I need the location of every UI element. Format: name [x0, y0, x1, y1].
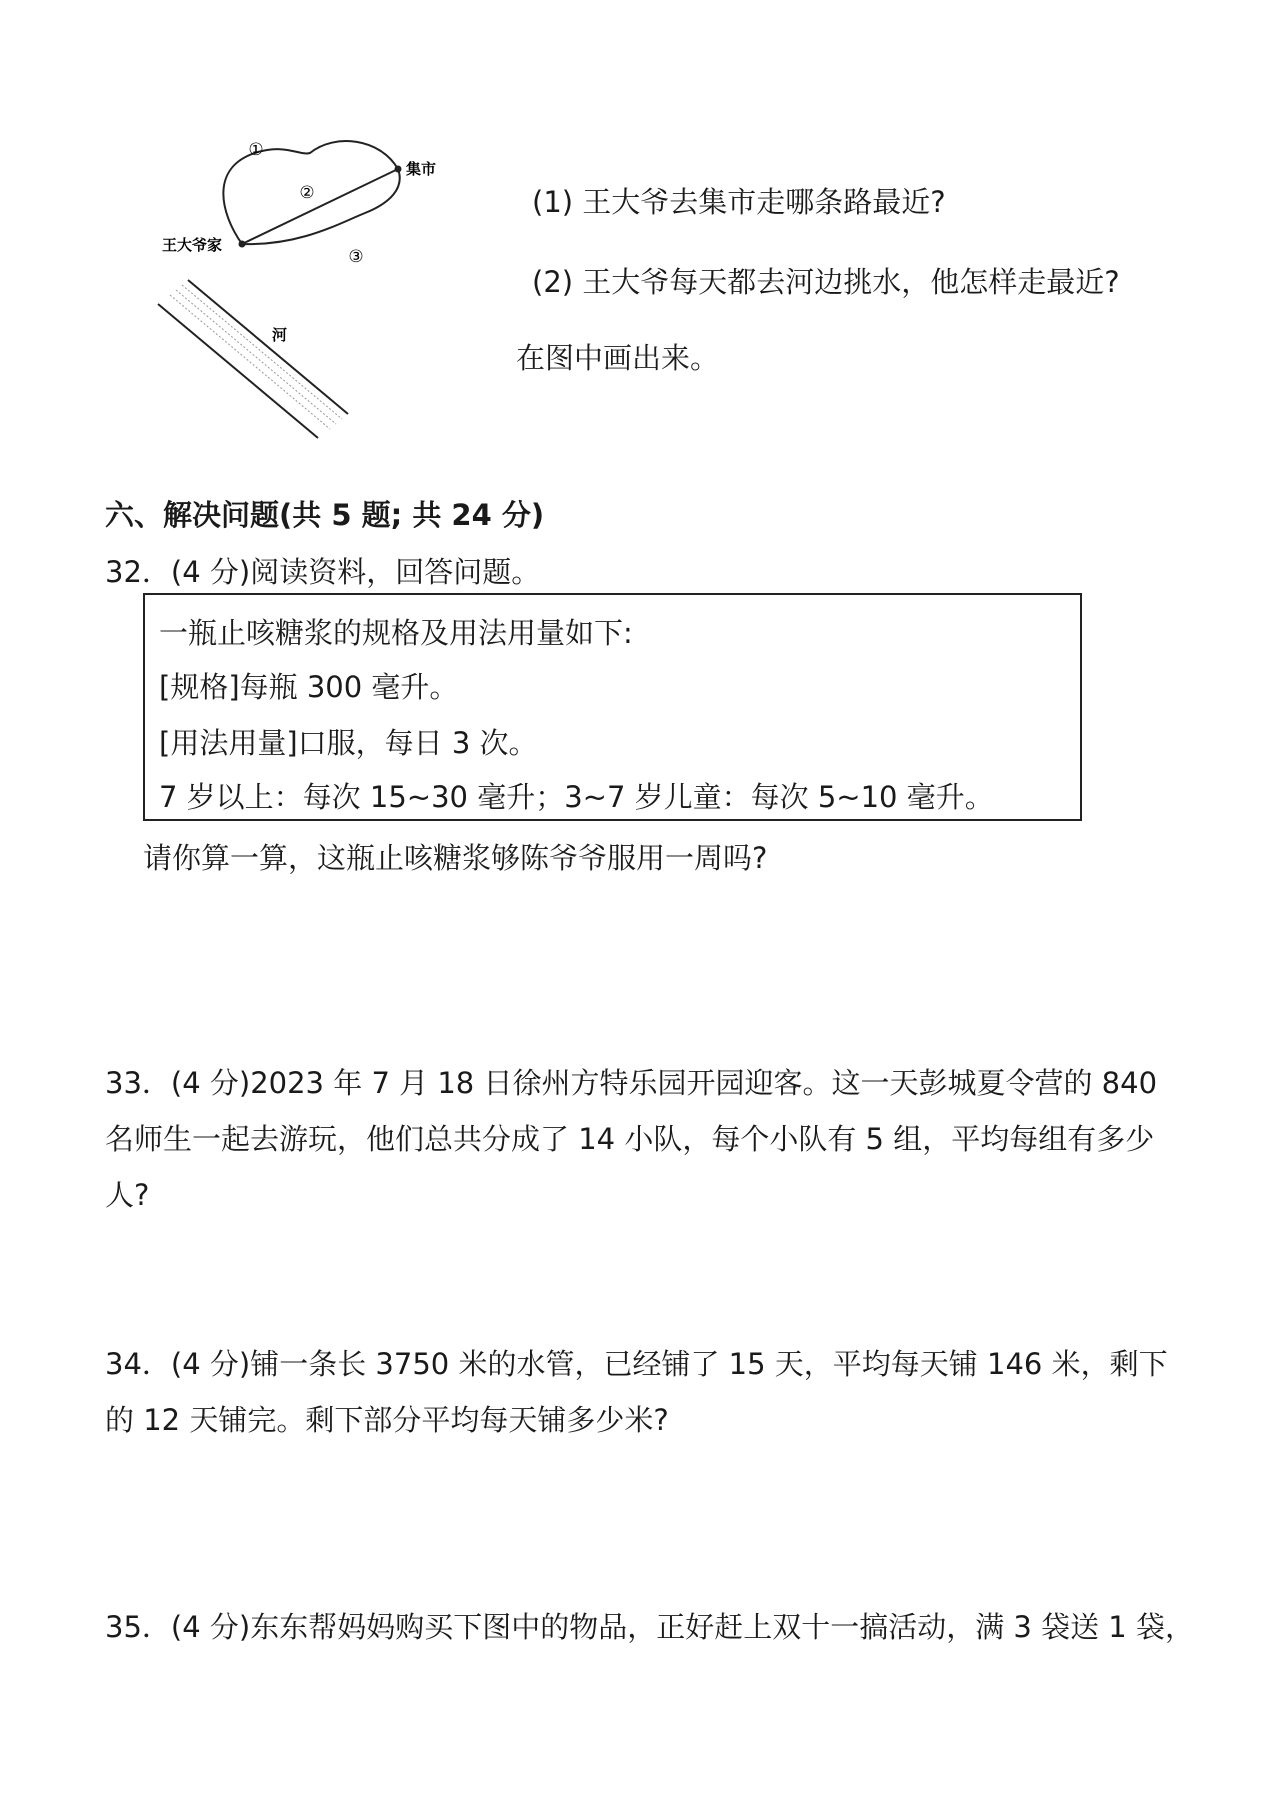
info-box-line: 7 岁以上：每次 15~30 毫升；3~7 岁儿童：每次 5~10 毫升。 — [159, 780, 994, 814]
route-1-label: ① — [248, 140, 264, 160]
q31-part1: (1) 王大爷去集市走哪条路最近? — [532, 185, 946, 219]
q31-part2-cont: 在图中画出来。 — [516, 341, 720, 375]
section-title: 六、解决问题(共 5 题; 共 24 分) — [105, 498, 545, 532]
q33-text: 33．(4 分)2023 年 7 月 18 日徐州方特乐园开园迎客。这一天彭城夏令营的 840 名师生一起去游玩，他们总共分成了 14 小队，每个小队有 5 组，平均每组有多少人? — [105, 1066, 1158, 1212]
q32-question: 请你算一算，这瓶止咳糖浆够陈爷爷服用一周吗? — [143, 841, 768, 875]
river-label: 河 — [272, 326, 288, 344]
market-label: 集市 — [406, 160, 437, 178]
q31-part2: (2) 王大爷每天都去河边挑水，他怎样走最近? — [532, 265, 1120, 299]
info-box-line: [规格]每瓶 300 毫升。 — [159, 670, 459, 704]
home-label: 王大爷家 — [162, 236, 223, 254]
home-point — [239, 241, 246, 248]
info-box-line: [用法用量]口服，每日 3 次。 — [159, 726, 538, 760]
q34-text: 34．(4 分)铺一条长 3750 米的水管，已经铺了 15 天，平均每天铺 146 米，剩下的 12 天铺完。剩下部分平均每天铺多少米? — [105, 1347, 1168, 1437]
q35-text: 35．(4 分)东东帮妈妈购买下图中的物品，正好赶上双十一搞活动，满 3 袋送 1 袋， — [105, 1610, 1194, 1644]
market-point — [395, 166, 402, 173]
route-2-path — [242, 169, 398, 244]
info-box-line: 一瓶止咳糖浆的规格及用法用量如下: — [159, 616, 633, 650]
q32-header: 32．(4 分)阅读资料，回答问题。 — [105, 555, 541, 589]
route-2-label: ② — [299, 183, 315, 203]
route-3-label: ③ — [348, 247, 364, 267]
river-band — [158, 280, 348, 438]
route-map-figure — [150, 128, 480, 458]
q32-info-box — [143, 593, 1082, 821]
